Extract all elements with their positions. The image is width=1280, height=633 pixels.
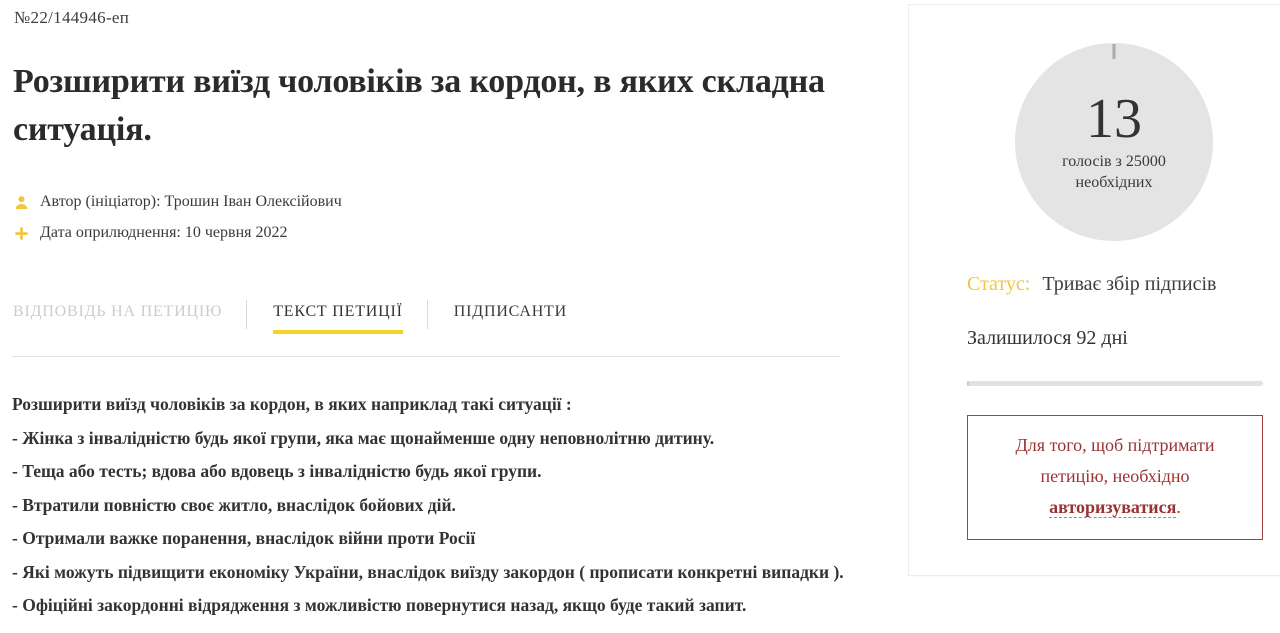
body-line: - Жінка з інвалідністю будь якої групи, яка має щонайменше одну неповнолітню дитину. bbox=[12, 427, 715, 448]
tab-separator bbox=[427, 300, 428, 329]
votes-count: 13 bbox=[1086, 88, 1142, 150]
status-row bbox=[967, 273, 1217, 296]
auth-notice-line2: петицію, необхідно bbox=[1040, 466, 1190, 486]
vote-counter-circle bbox=[1015, 43, 1213, 241]
signature-progress-bar bbox=[967, 381, 1263, 386]
petition-body bbox=[12, 388, 844, 623]
status-label: Статус: bbox=[967, 273, 1031, 295]
vote-status-card bbox=[908, 4, 1280, 576]
author-person-icon bbox=[14, 195, 29, 210]
content-divider bbox=[12, 356, 840, 357]
plus-icon bbox=[14, 226, 29, 241]
signature-progress-fill bbox=[967, 381, 969, 386]
tab-signers[interactable]: ПІДПИСАНТИ bbox=[453, 303, 567, 320]
petition-tabs bbox=[13, 303, 567, 334]
body-line: - Які можуть підвищити економіку України, внаслідок виїзду закордон ( прописати конкретні випадки ). bbox=[12, 561, 844, 582]
progress-tick-icon bbox=[1113, 44, 1116, 59]
votes-caption-line1: голосів з 25000 bbox=[1062, 153, 1166, 170]
body-line: - Теща або тесть; вдова або вдовець з інвалідністю будь якої групи. bbox=[12, 461, 542, 481]
authorize-link[interactable]: авторизуватися bbox=[1049, 497, 1177, 517]
auth-notice-line1: Для того, щоб підтримати bbox=[1015, 435, 1215, 455]
status-value: Триває збір підписів bbox=[1042, 273, 1217, 295]
votes-caption bbox=[1062, 151, 1166, 193]
tab-petition-text[interactable]: ТЕКСТ ПЕТИЦІЇ bbox=[273, 303, 403, 334]
publish-date-label: Дата оприлюднення: 10 червня 2022 bbox=[40, 224, 288, 241]
tab-response[interactable]: ВІДПОВІДЬ НА ПЕТИЦІЮ bbox=[13, 303, 223, 320]
votes-caption-line2: необхідних bbox=[1075, 174, 1153, 191]
body-line: - Втратили повністю своє житло, внаслідок бойових дій. bbox=[12, 494, 456, 515]
body-line: - Отримали важке поранення, внаслідок війни проти Росії bbox=[12, 528, 476, 548]
publish-date-row bbox=[14, 224, 288, 242]
petition-title: Розширити виїзд чоловіків за кордон, в яких складна ситуація. bbox=[13, 63, 825, 148]
auth-notice-box bbox=[967, 415, 1263, 540]
petition-number: №22/144946-еп bbox=[14, 8, 130, 27]
days-left-label: Залишилося 92 дні bbox=[967, 327, 1128, 349]
author-label: Автор (ініціатор): Трошин Іван Олексійович bbox=[40, 193, 342, 210]
body-line: Розширити виїзд чоловіків за кордон, в яких наприклад такі ситуації : bbox=[12, 394, 572, 414]
body-line: - Офіційні закордонні відрядження з можливістю повернутися назад, якщо буде такий запит. bbox=[12, 595, 747, 615]
tab-separator bbox=[246, 300, 247, 329]
auth-notice-suffix: . bbox=[1176, 497, 1181, 517]
author-row bbox=[14, 193, 342, 211]
